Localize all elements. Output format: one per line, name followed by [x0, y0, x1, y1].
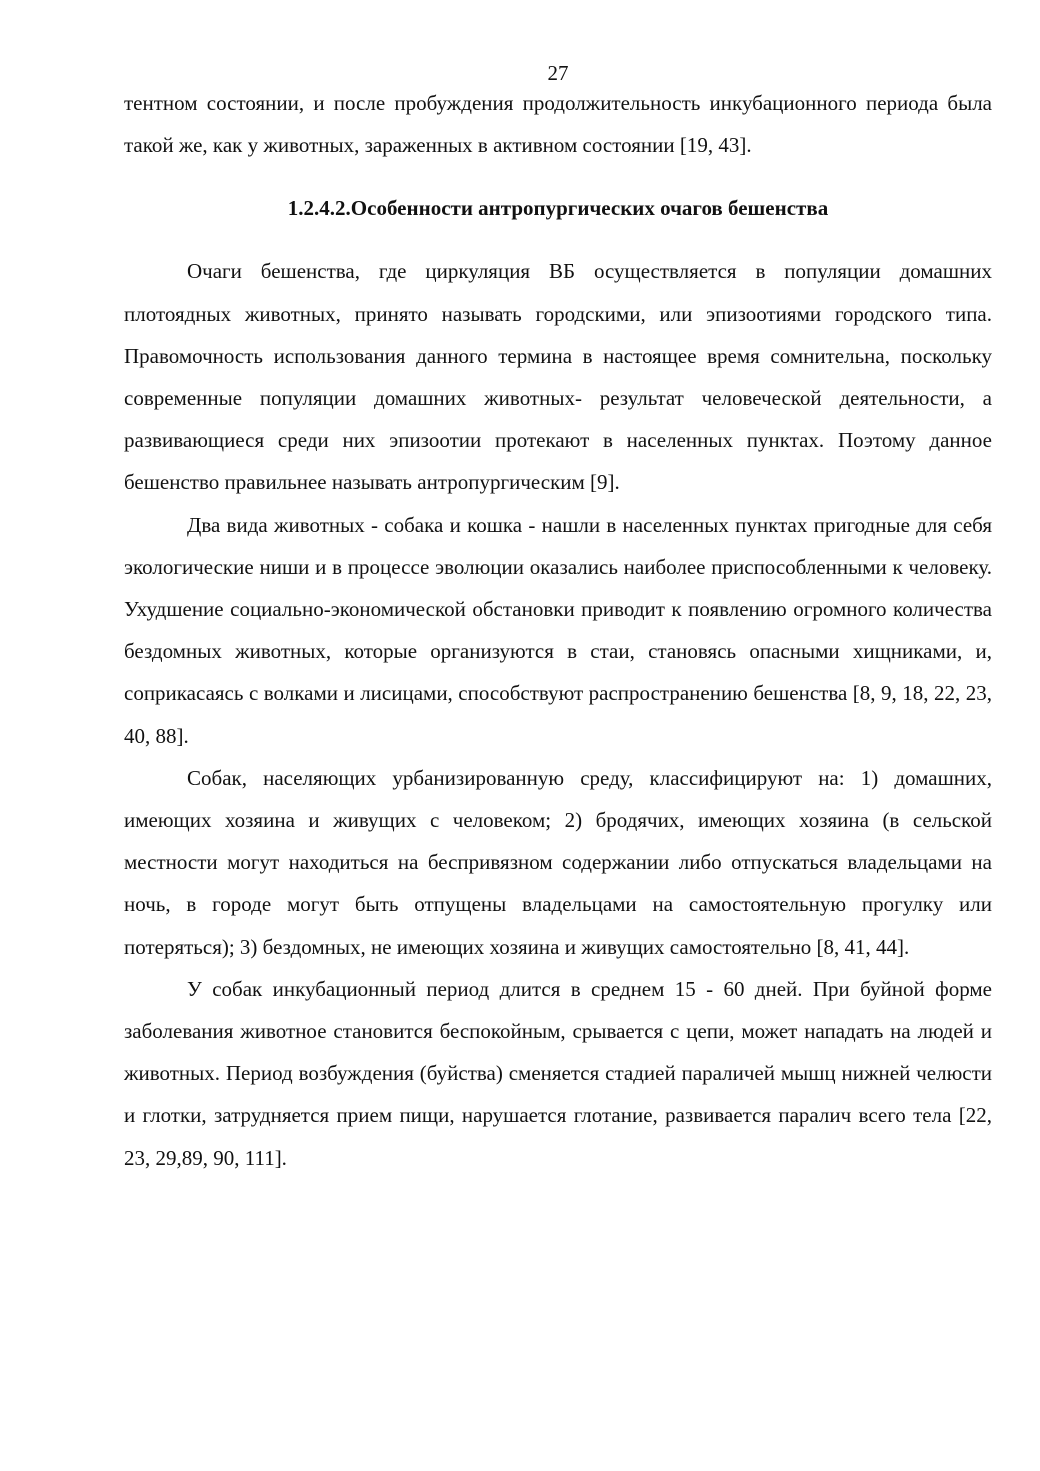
section-heading: 1.2.4.2.Особенности антропургических очагов бешенства — [287, 196, 829, 221]
paragraph-urban-rabies: Очаги бешенства, где циркуляция ВБ осуществляется в популяции домашних плотоядных животных, принято называть городскими, или эпизоотиями городского типа. Правомочность использования данного термина в настоящее время сомнительна, поскольку современные популяции домашних животных- результат человеческой деятельности, а развивающиеся среди них эпизоотии протекают в населенных пунктах. Поэтому данное бешенство правильнее называть антропургическим [9]. — [124, 259, 992, 495]
paragraph-continuation: тентном состоянии, и после пробуждения продолжительность инкубационного периода была такой же, как у животных, зараженных в активном состоянии [19, 43]. — [124, 91, 992, 158]
document-page — [124, 58, 992, 1179]
page-number: 27 — [547, 61, 569, 85]
paragraph-dogs-and-cats: Два вида животных - собака и кошка - нашли в населенных пунктах пригодные для себя экологические ниши и в процессе эволюции оказались наиболее приспособленными к человеку. Ухудшение социально-экономической обстановки приводит к появлению огромного количества бездомных животных, которые организуются в стаи, становясь опасными хищниками, и, соприкасаясь с волками и лисицами, способствуют распространению бешенства [8, 9, 18, 22, 23, 40, 88]. — [124, 512, 992, 748]
paragraph-incubation-period: У собак инкубационный период длится в среднем 15 - 60 дней. При буйной форме заболевания животное становится беспокойным, срывается с цепи, может нападать на людей и животных. Период возбуждения (буйства) сменяется стадией параличей мышц нижней челюсти и глотки, затрудняется прием пищи, нарушается глотание, развивается паралич всего тела [22, 23, 29,89, 90, 111]. — [124, 976, 992, 1170]
paragraph-dog-classification: Собак, населяющих урбанизированную среду, классифицируют на: 1) домашних, имеющих хозяина и живущих с человеком; 2) бродячих, имеющих хозяина (в сельской местности могут находиться на беспривязном содержании либо отпускаться владельцами на ночь, в городе могут быть отпущены владельцами на самостоятельную прогулку или потеряться); 3) бездомных, не имеющих хозяина и живущих самостоятельно [8, 41, 44]. — [124, 765, 992, 959]
